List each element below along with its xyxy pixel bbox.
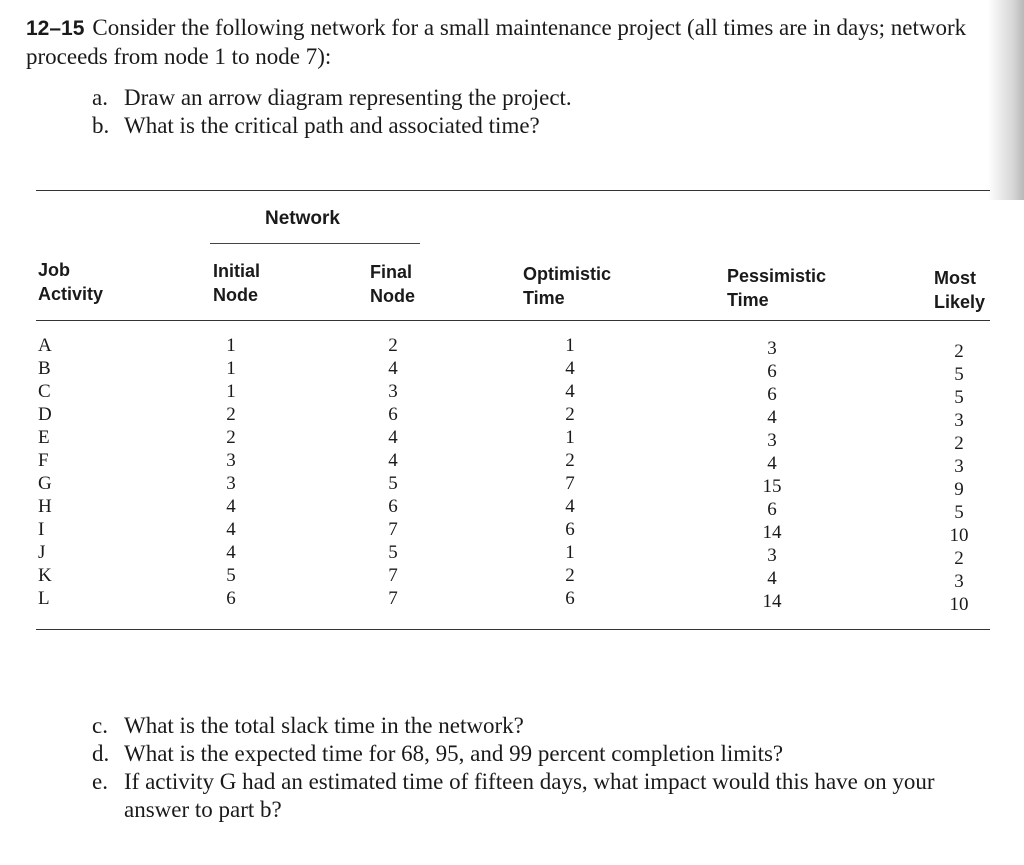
table-cell: 2 — [954, 548, 964, 569]
table-cell: 1 — [226, 358, 236, 379]
question-e — [92, 768, 1002, 824]
table-cell: 4 — [565, 496, 575, 517]
table-cell: 5 — [954, 387, 964, 408]
network-group-header: Network — [265, 208, 340, 229]
table-cell: 3 — [767, 430, 777, 451]
question-text: Draw an arrow diagram representing the project. — [124, 85, 572, 110]
table-cell: B — [38, 358, 51, 379]
header-line: Node — [213, 285, 258, 305]
problem-number: 12–15 — [26, 17, 85, 40]
question-letter: a. — [92, 85, 108, 110]
header-pessimistic-time — [727, 264, 826, 312]
table-cell: I — [38, 519, 45, 540]
table-cell: 14 — [762, 522, 782, 543]
table-cell: 5 — [388, 473, 398, 494]
table-cell: 4 — [388, 427, 398, 448]
table-cell: 14 — [762, 591, 782, 612]
table-cell: 2 — [565, 565, 575, 586]
table-cell: 6 — [565, 588, 575, 609]
table-cell: K — [38, 565, 52, 586]
table-cell: 5 — [388, 542, 398, 563]
header-line: Most — [934, 268, 976, 288]
table-cell: 6 — [767, 361, 777, 382]
table-cell: 6 — [767, 384, 777, 405]
table-cell: L — [38, 588, 50, 609]
table-cell: 2 — [565, 404, 575, 425]
table-cell: 4 — [226, 496, 236, 517]
table-cell: G — [38, 473, 52, 494]
header-line: Optimistic — [523, 264, 612, 284]
questions-top — [92, 84, 572, 140]
column-initial-node — [216, 334, 246, 610]
question-a — [92, 84, 572, 112]
table-cell: 7 — [388, 588, 398, 609]
table-cell: 2 — [226, 427, 236, 448]
question-text: What is the critical path and associated time? — [124, 113, 540, 138]
question-letter: b. — [92, 113, 110, 138]
table-cell: 4 — [388, 450, 398, 471]
problem-statement — [26, 14, 996, 71]
table-cell: 3 — [226, 450, 236, 471]
table-bottom-rule — [36, 629, 990, 630]
column-final-node — [378, 334, 408, 610]
table-cell: 15 — [762, 476, 782, 497]
table-cell: H — [38, 496, 52, 517]
table-cell: F — [38, 450, 49, 471]
table-cell: 3 — [388, 381, 398, 402]
table-cell: E — [38, 427, 50, 448]
table-cell: 3 — [767, 545, 777, 566]
header-line: Time — [727, 290, 769, 310]
table-cell: 6 — [767, 499, 777, 520]
table-cell: 4 — [388, 358, 398, 379]
table-cell: 6 — [565, 519, 575, 540]
column-job-activity — [38, 334, 78, 610]
network-group-rule — [210, 243, 420, 244]
table-cell: 3 — [954, 571, 964, 592]
table-cell: 2 — [565, 450, 575, 471]
table-cell: 5 — [226, 565, 236, 586]
header-line: Activity — [38, 284, 104, 304]
header-optimistic-time — [523, 262, 611, 310]
table-cell: 4 — [767, 568, 777, 589]
column-optimistic-time — [555, 334, 585, 610]
table-cell: 2 — [388, 335, 398, 356]
column-pessimistic-time — [755, 337, 789, 613]
header-line: Job — [38, 260, 71, 280]
table-cell: 4 — [767, 453, 777, 474]
table-cell: 3 — [954, 456, 964, 477]
table-cell: 4 — [565, 358, 575, 379]
header-line: Node — [370, 286, 415, 306]
header-line: Pessimistic — [727, 266, 827, 286]
header-line: Final — [370, 262, 413, 282]
header-line: Initial — [213, 261, 261, 281]
header-most-likely — [934, 266, 985, 314]
table-cell: 2 — [954, 341, 964, 362]
table-header-rule — [36, 320, 990, 321]
table-cell: 4 — [226, 542, 236, 563]
header-job-activity — [38, 258, 103, 306]
table-cell: 4 — [767, 407, 777, 428]
table-cell: 10 — [949, 525, 969, 546]
table-cell: 1 — [565, 542, 575, 563]
table-cell: 1 — [565, 427, 575, 448]
question-text: What is the total slack time in the network? — [124, 713, 524, 738]
table-cell: 3 — [767, 338, 777, 359]
table-cell: 10 — [949, 594, 969, 615]
questions-bottom — [92, 712, 1002, 824]
question-c — [92, 712, 1002, 740]
table-cell: 5 — [954, 364, 964, 385]
table-cell: 1 — [565, 335, 575, 356]
column-most-likely — [942, 340, 976, 616]
table-cell: 3 — [954, 410, 964, 431]
table-cell: 7 — [565, 473, 575, 494]
header-final-node — [370, 260, 415, 308]
question-letter: d. — [92, 741, 110, 766]
table-cell: 4 — [226, 519, 236, 540]
table-cell: 5 — [954, 502, 964, 523]
table-cell: 6 — [388, 404, 398, 425]
table-cell: 3 — [226, 473, 236, 494]
table-cell: 9 — [954, 479, 964, 500]
question-text: If activity G had an estimated time of fifteen days, what impact would this have on your answer to part b? — [124, 769, 935, 822]
table-cell: 6 — [388, 496, 398, 517]
table-cell: A — [38, 335, 52, 356]
table-cell: 4 — [565, 381, 575, 402]
table-cell: 7 — [388, 565, 398, 586]
question-b — [92, 112, 572, 140]
table-cell: D — [38, 404, 52, 425]
table-cell: 2 — [954, 433, 964, 454]
table-cell: J — [38, 542, 46, 563]
table-cell: 1 — [226, 381, 236, 402]
header-line: Likely — [934, 292, 986, 312]
table-cell: 1 — [226, 335, 236, 356]
question-letter: e. — [92, 769, 108, 794]
header-initial-node — [213, 259, 260, 307]
table-cell: 6 — [226, 588, 236, 609]
question-d — [92, 740, 1002, 768]
problem-text: Consider the following network for a small maintenance project (all times are in days; network proceeds from node 1 to node 7): — [26, 15, 967, 69]
table-top-rule — [36, 190, 990, 191]
header-line: Time — [523, 288, 565, 308]
question-text: What is the expected time for 68, 95, and 99 percent completion limits? — [124, 741, 784, 766]
table-cell: 2 — [226, 404, 236, 425]
table-cell: C — [38, 381, 51, 402]
table-cell: 7 — [388, 519, 398, 540]
question-letter: c. — [92, 713, 108, 738]
